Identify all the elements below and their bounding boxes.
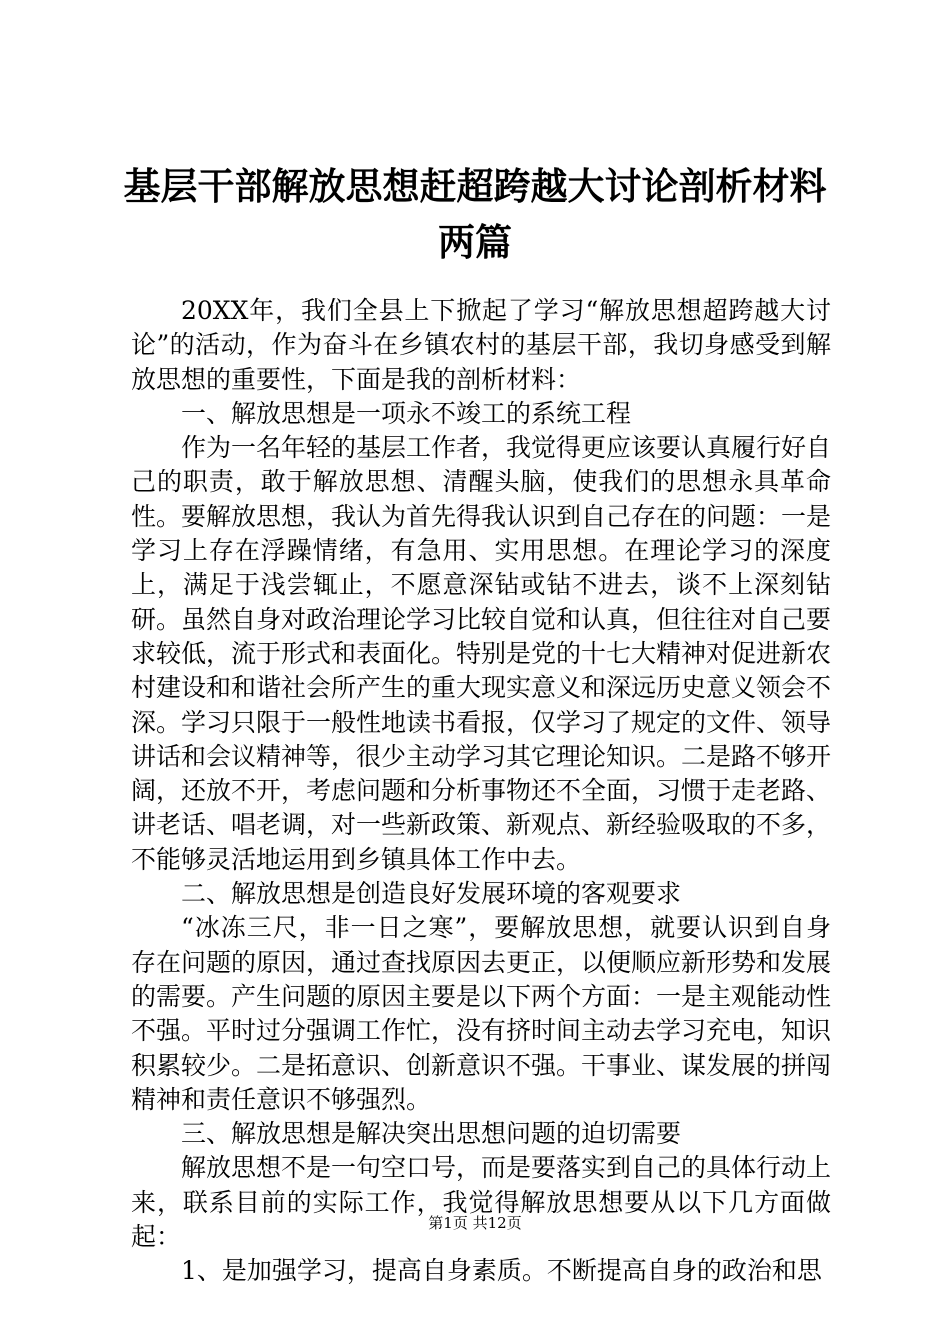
document-title: 基层干部解放思想赶超跨越大讨论剖析材料两篇 <box>123 164 827 264</box>
section-heading-3: 三、解放思想是解决突出思想问题的迫切需要 <box>181 1119 682 1149</box>
section-heading-2: 二、解放思想是创造良好发展环境的客观要求 <box>181 879 682 909</box>
section-3-paragraph: 解放思想不是一句空口号，而是要落实到自己的具体行动上来，联系目前的实际工作，我觉得解放思想要从以下几方面做起： <box>131 1153 832 1252</box>
section-heading-1: 一、解放思想是一项永不竣工的系统工程 <box>181 398 632 428</box>
intro-paragraph: 20XX年，我们全县上下掀起了学习“解放思想超跨越大讨论”的活动，作为奋斗在乡镇农村的基层干部，我切身感受到解放思想的重要性，下面是我的剖析材料： <box>131 296 831 394</box>
section-1-paragraph: 作为一名年轻的基层工作者，我觉得更应该要认真履行好自己的职责，敢于解放思想、清醒头脑，使我们的思想永具革命性。要解放思想，我认为首先得我认识到自己存在的问题：一是学习上存在浮躁情绪，有急用、实用思想。在理论学习的深度上，满足于浅尝辄止，不愿意深钻或钻不进去，谈不上深刻钻研。虽然自身对政治理论学习比较自觉和认真，但往往对自己要求较低，流于形式和表面化。特别是党的十七大精神对促进新农村建设和和谐社会所产生的重大现实意义和深远历史意义领会不深。学习只限于一般性地读书看报，仅学习了规定的文件、领导讲话和会议精神等，很少主动学习其它理论知识。二是路不够开阔，还放不开，考虑问题和分析事物还不全面，习惯于走老路、讲老话、唱老调，对一些新政策、新观点、新经验吸取的不多，不能够灵活地运用到乡镇具体工作中去。 <box>131 433 832 874</box>
page-footer: 第1页 共12页 <box>428 1214 522 1232</box>
section-2-paragraph: “冰冻三尺，非一日之寒”，要解放思想，就要认识到自身存在问题的原因，通过查找原因去更正，以便顺应新形势和发展的需要。产生问题的原因主要是以下两个方面：一是主观能动性不强。平时过分强调工作忙，没有挤时间主动去学习充电，知识积累较少。二是拓意识、创新意识不强。干事业、谋发展的拼闯精神和责任意识不够强烈。 <box>131 913 832 1114</box>
document-body <box>131 294 831 1289</box>
list-item-1: 1、是加强学习，提高自身素质。不断提高自身的政治和思 <box>181 1256 822 1286</box>
